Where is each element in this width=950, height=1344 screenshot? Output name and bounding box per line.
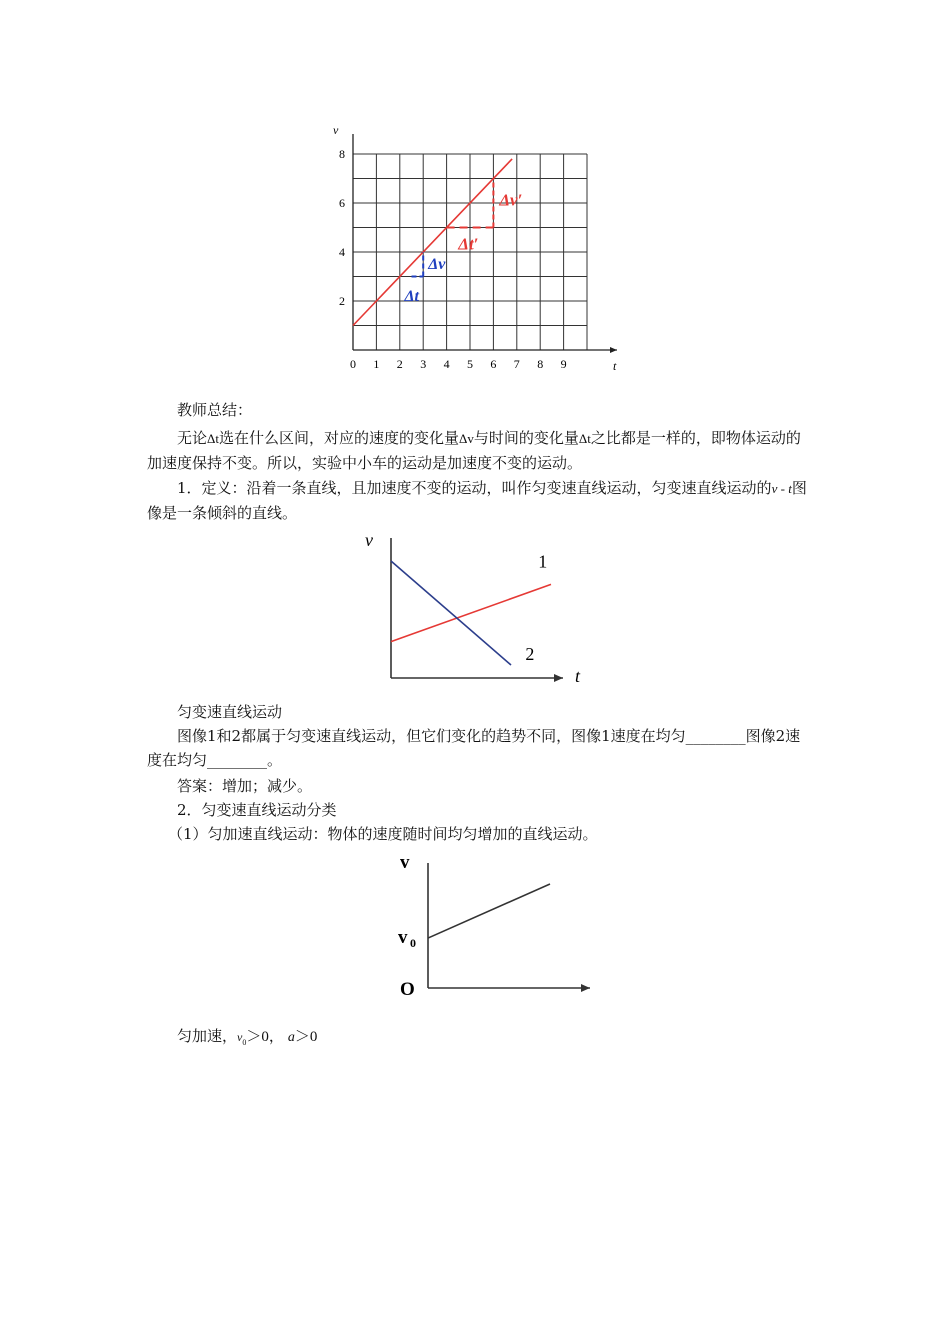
y-tick-label: 8 bbox=[339, 147, 345, 161]
x-tick-label: 8 bbox=[537, 357, 544, 371]
condition-comma: ， bbox=[268, 1027, 284, 1045]
definition-text-a: 1．定义：沿着一条直线，且加速度不变的运动，叫作匀变速直线运动，匀变速直线运动的 bbox=[177, 479, 772, 497]
velocity-line bbox=[428, 884, 550, 938]
teacher-summary-heading bbox=[147, 398, 815, 422]
x-tick-label: 1 bbox=[373, 357, 380, 371]
x-axis-arrow bbox=[610, 347, 617, 353]
data-series bbox=[391, 552, 551, 666]
y-tick-label: 2 bbox=[339, 294, 345, 308]
condition-v0-subscript: 0 bbox=[242, 1038, 247, 1047]
definition-paragraph bbox=[147, 476, 815, 525]
def-t-symbol: t bbox=[788, 481, 792, 496]
def-dash: - bbox=[777, 481, 789, 496]
answer-paragraph bbox=[147, 774, 815, 798]
answer-blank-1[interactable]: ________ bbox=[685, 727, 746, 745]
y-tick-label: 4 bbox=[339, 245, 345, 259]
classification-heading bbox=[147, 798, 815, 822]
chart-axes bbox=[365, 530, 581, 686]
v0-label: v bbox=[398, 927, 408, 949]
y-axis-label: v bbox=[400, 852, 410, 873]
delta-v-label: Δv bbox=[428, 256, 446, 274]
line-2 bbox=[391, 561, 511, 665]
x-tick-label: 3 bbox=[420, 357, 427, 371]
condition-v0-symbol: v bbox=[237, 1030, 243, 1044]
answer-blank-2[interactable]: ________ bbox=[207, 751, 268, 769]
y-axis-label: v bbox=[333, 123, 339, 137]
delta-v-symbol: Δv bbox=[459, 431, 474, 446]
delta-v-prime-label: Δv′ bbox=[499, 190, 523, 210]
data-series bbox=[428, 884, 550, 938]
delta-t-symbol: Δt bbox=[207, 431, 219, 446]
x-tick-label: 2 bbox=[396, 357, 403, 371]
line-2-label: 2 bbox=[525, 643, 535, 664]
delta-t-prime-label: Δt′ bbox=[458, 234, 479, 254]
question-end: 。 bbox=[267, 751, 283, 769]
x-axis-label: t bbox=[613, 359, 617, 373]
summary-text-b: 选在什么区间，对应的速度的变化量 bbox=[219, 429, 460, 447]
x-axis-arrow bbox=[554, 674, 563, 682]
x-tick-label: 0 bbox=[350, 357, 356, 371]
def-v-symbol: v bbox=[771, 481, 778, 496]
v0-subscript: 0 bbox=[410, 936, 416, 951]
summary-text-d: 之比都是一样的，即物体运动的加速度保持不变。所以，实验中小车的运动是加速度不变的运动。 bbox=[147, 429, 801, 472]
chart-axes bbox=[398, 852, 590, 1000]
summary-text-c: 与时间的变化量 bbox=[473, 429, 579, 447]
question-text-a: 图像1和2都属于匀变速直线运动，但它们变化的趋势不同，图像1速度在均匀 bbox=[177, 727, 686, 745]
line-1 bbox=[391, 584, 551, 641]
x-tick-label: 4 bbox=[443, 357, 450, 371]
caption-uniform: 匀变速直线运动 bbox=[177, 703, 283, 721]
x-tick-label: 6 bbox=[490, 357, 497, 371]
teacher-summary-text: 教师总结： bbox=[177, 401, 253, 419]
summary-paragraph bbox=[147, 426, 815, 475]
x-tick-label: 5 bbox=[467, 357, 473, 371]
x-axis-label: t bbox=[575, 666, 581, 686]
answer-text: 答案：增加；减少。 bbox=[177, 777, 313, 795]
origin-label: O bbox=[400, 979, 415, 1000]
acceleration-definition-text: （1）匀加速直线运动：物体的速度随时间均匀增加的直线运动。 bbox=[168, 825, 598, 843]
y-axis-label: v bbox=[365, 530, 373, 550]
summary-text-a: 无论 bbox=[177, 429, 208, 447]
uniform-acceleration-chart bbox=[390, 842, 610, 1017]
line-1-label: 1 bbox=[538, 551, 548, 572]
delta-t-label: Δt bbox=[404, 288, 419, 305]
x-tick-label: 7 bbox=[513, 357, 520, 371]
y-tick-label: 6 bbox=[339, 196, 345, 210]
delta-t-symbol-2: Δt bbox=[578, 431, 591, 446]
delta-markers bbox=[403, 179, 522, 306]
condition-paragraph bbox=[147, 1024, 815, 1055]
condition-a-symbol: a bbox=[287, 1030, 295, 1045]
caption-paragraph bbox=[147, 700, 815, 724]
question-paragraph bbox=[147, 724, 815, 772]
condition-prefix: 匀加速， bbox=[177, 1027, 238, 1045]
condition-gt-2: ＞0 bbox=[294, 1029, 318, 1045]
classification-text: 2．匀变速直线运动分类 bbox=[177, 801, 337, 819]
question-text-b: 图像2速度在均匀 bbox=[147, 727, 801, 769]
condition-gt-1: ＞0 bbox=[246, 1029, 269, 1045]
vt-grid-chart bbox=[325, 118, 635, 380]
tick-labels bbox=[339, 147, 567, 371]
definition-text-b: 图像是一条倾斜的直线。 bbox=[147, 479, 807, 522]
x-axis-arrow bbox=[581, 984, 590, 992]
two-line-vt-chart bbox=[355, 528, 595, 690]
x-tick-label: 9 bbox=[560, 357, 567, 371]
